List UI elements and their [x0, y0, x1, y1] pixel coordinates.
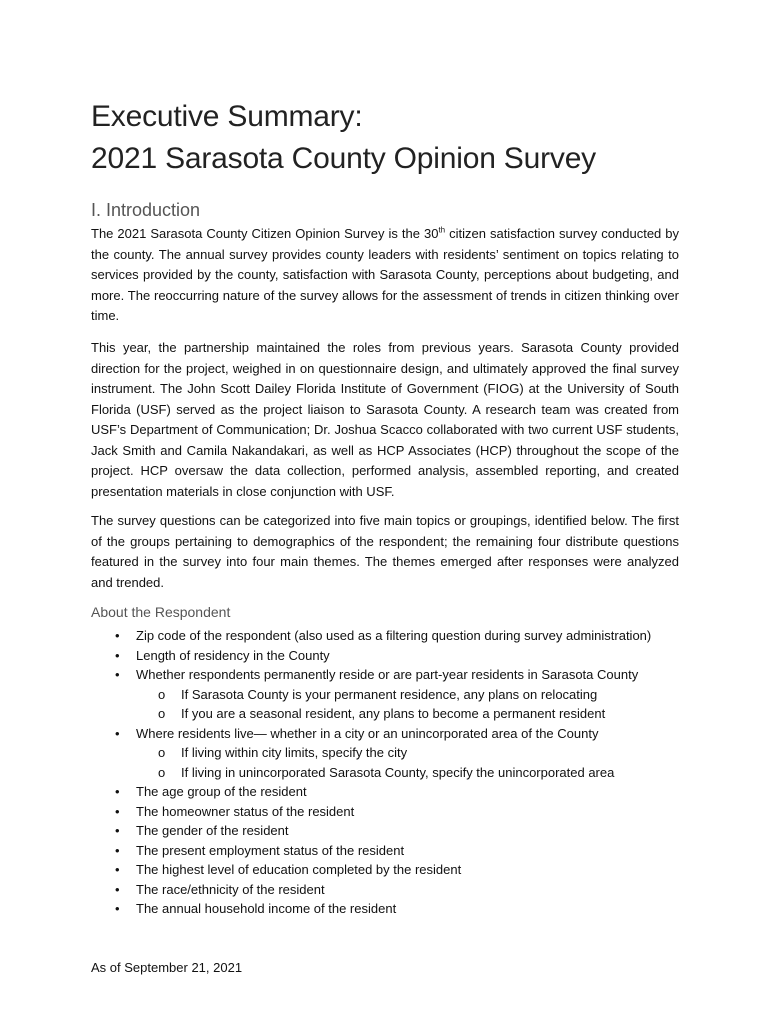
page-title: [91, 96, 596, 180]
list-item: [91, 724, 691, 744]
sub-list-item-text: If Sarasota County is your permanent residence, any plans on relocating: [181, 686, 598, 702]
bullet-icon: •: [115, 647, 120, 663]
list-item-text: Where residents live— whether in a city or an unincorporated area of the County: [136, 725, 599, 741]
list-item: [91, 646, 691, 666]
residency-sub-list: [91, 685, 691, 724]
sub-list-item: [91, 763, 691, 783]
para1-superscript: th: [438, 225, 446, 235]
intro-paragraph-2: This year, the partnership maintained the roles from previous years. Sarasota County provided direction for the project, weighed in on questionnaire design, and ultimately approved the final survey instrument. The John Scott Dailey Florida Institute of Government (FIOG) at the University of South Florida (USF) served as the project liaison to Sarasota County. A research team was created from USF’s Department of Communication; Dr. Joshua Scacco collaborated with two current USF students, Jack Smith and Camila Nakandakari, as well as HCP Associates (HCP) throughout the scope of the project. HCP oversaw the data collection, performed analysis, assembled reporting, and created presentation materials in close conjunction with USF.: [91, 340, 679, 499]
sub-bullet-icon: o: [158, 764, 166, 780]
list-item: [91, 782, 691, 802]
bullet-icon: •: [115, 784, 120, 799]
list-item-text: The gender of the resident: [136, 823, 289, 838]
list-item: [91, 821, 691, 841]
list-item-text: The homeowner status of the resident: [136, 803, 355, 819]
bullet-icon: •: [115, 862, 120, 877]
title-line-2: 2021 Sarasota County Opinion Survey: [91, 142, 596, 175]
list-item: [91, 841, 691, 861]
list-item-text: Length of residency in the County: [136, 647, 330, 663]
bullet-icon: •: [115, 823, 120, 838]
bullet-icon: •: [115, 628, 120, 643]
bullet-icon: •: [115, 842, 120, 858]
sub-bullet-icon: o: [158, 706, 166, 721]
list-item: [91, 860, 691, 880]
bullet-icon: •: [115, 901, 120, 916]
bullet-icon: •: [115, 667, 120, 682]
list-item-text: The highest level of education completed by the resident: [136, 862, 462, 877]
list-item: [91, 880, 691, 900]
para1-text-b: citizen satisfaction survey conducted by the county. The annual survey provides county leaders with residents’ sentiment on topics relating to services provided by the county, satisfaction with Sarasota County, perceptions about budgeting, and more. The reoccurring nature of the survey allows for the assessment of trends in citizen thinking over time.: [91, 226, 679, 323]
sub-list-item: [91, 704, 691, 724]
list-item-text: The present employment status of the resident: [136, 842, 405, 858]
sub-list-item: [91, 743, 691, 763]
sub-bullet-icon: o: [158, 686, 166, 702]
list-item-text: The annual household income of the resident: [136, 901, 397, 916]
respondent-list: [91, 626, 691, 919]
intro-paragraph-3: The survey questions can be categorized into five main topics or groupings, identified below. The first of the groups pertaining to demographics of the respondent; the remaining four distribute questions featured in the survey into four main themes. The themes emerged after responses were analyzed and trended.: [91, 513, 679, 590]
sub-list-item-text: If you are a seasonal resident, any plans to become a permanent resident: [181, 706, 606, 721]
bullet-icon: •: [115, 803, 120, 819]
list-item: [91, 802, 691, 822]
list-item-text: Whether respondents permanently reside or are part-year residents in Sarasota County: [136, 667, 639, 682]
list-item: [91, 665, 691, 685]
list-item-text: The race/ethnicity of the resident: [136, 881, 325, 897]
list-item-text: The age group of the resident: [136, 784, 307, 799]
list-item: [91, 899, 691, 919]
sub-list-item-text: If living in unincorporated Sarasota County, specify the unincorporated area: [181, 764, 615, 780]
sub-list-item: [91, 685, 691, 705]
intro-paragraph-1: [91, 224, 679, 327]
list-item-text: Zip code of the respondent (also used as a filtering question during survey administration): [136, 628, 652, 643]
title-line-1: Executive Summary:: [91, 100, 363, 133]
para1-text-a: The 2021 Sarasota County Citizen Opinion Survey is the 30: [91, 226, 439, 241]
sub-list-item-text: If living within city limits, specify the city: [181, 745, 408, 760]
list-item: [91, 626, 691, 646]
sub-bullet-icon: o: [158, 745, 166, 760]
bullet-icon: •: [115, 725, 120, 741]
respondent-heading: About the Respondent: [91, 604, 231, 620]
page-footer-date: As of September 21, 2021: [91, 960, 243, 975]
intro-heading: I. Introduction: [91, 200, 201, 220]
bullet-icon: •: [115, 881, 120, 897]
location-sub-list: [91, 743, 691, 782]
